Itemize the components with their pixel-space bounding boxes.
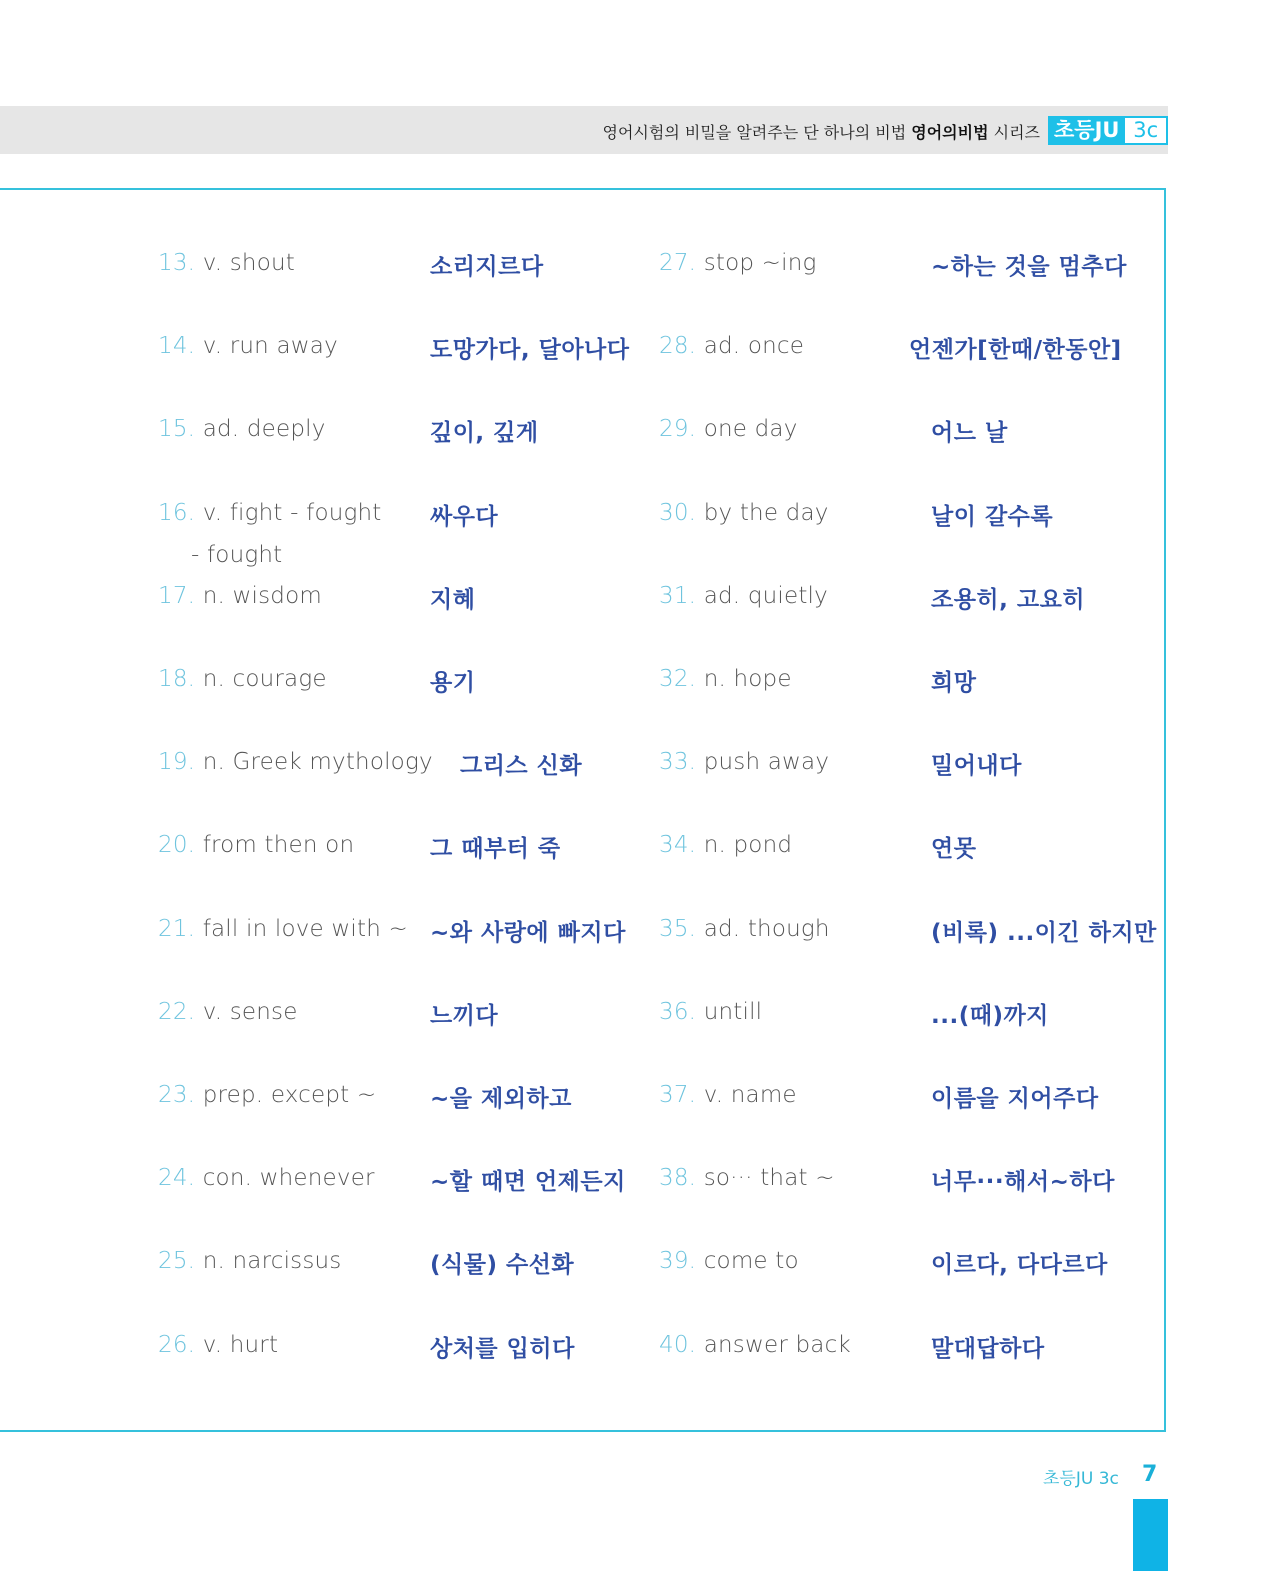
vocab-english: [659, 666, 792, 692]
vocab-number: 31.: [659, 582, 697, 609]
vocab-korean: 지혜: [430, 586, 476, 613]
vocab-korean: 밀어내다: [931, 753, 1022, 780]
vocab-number: 28.: [659, 333, 697, 360]
vocab-term: n. pond: [703, 832, 793, 859]
vocab-english: [158, 916, 408, 942]
vocab-english: [659, 250, 817, 276]
vocab-english: [158, 749, 433, 775]
vocab-term: untill: [703, 998, 763, 1025]
vocab-term: fall in love with ~: [202, 915, 408, 942]
vocab-number: 17.: [158, 582, 196, 609]
vocab-english: [659, 999, 762, 1025]
vocab-number: 36.: [659, 998, 697, 1025]
vocab-korean: 연못: [931, 836, 977, 863]
vocab-number: 25.: [158, 1248, 196, 1275]
vocab-korean: (비록) ...이긴 하지만: [931, 919, 1157, 946]
vocab-english: [158, 1082, 376, 1108]
vocab-korean: 날이 갈수록: [931, 503, 1054, 530]
vocab-term: come to: [703, 1248, 799, 1275]
vocab-english: [659, 416, 798, 442]
vocab-korean: 그 때부터 죽: [430, 836, 561, 863]
vocab-english: [158, 1165, 375, 1191]
vocab-term: n. hope: [703, 666, 792, 692]
vocab-number: 18.: [158, 666, 196, 692]
vocab-term: n. Greek mythology: [202, 749, 433, 776]
vocab-korean: ~을 제외하고: [430, 1086, 572, 1112]
vocab-english: [158, 832, 354, 858]
vocab-english: [659, 1248, 799, 1274]
vocab-korean: ~하는 것을 멈추다: [931, 254, 1127, 280]
page-tab: [1133, 1499, 1168, 1571]
vocab-korean: 그리스 신화: [460, 753, 583, 780]
vocab-term: answer back: [703, 1331, 851, 1358]
series-suffix: 시리즈: [993, 123, 1040, 142]
vocab-term: prep. except ~: [202, 1082, 377, 1108]
vocab-english: [158, 583, 322, 609]
vocab-english: [158, 666, 327, 692]
vocab-term: push away: [703, 749, 830, 776]
vocab-term: ad. once: [703, 333, 805, 360]
vocab-number: 29.: [659, 416, 697, 443]
vocab-term: n. narcissus: [202, 1248, 342, 1275]
vocab-english: [158, 416, 326, 442]
vocab-term: one day: [703, 416, 798, 443]
vocab-korean: 말대답하다: [931, 1335, 1045, 1362]
vocab-korean: ~와 사랑에 빠지다: [430, 919, 626, 946]
vocab-term: ad. though: [703, 915, 830, 942]
series-prefix: 영어시험의 비밀을 알려주는 단 하나의 비법: [602, 123, 907, 142]
vocab-english: [158, 250, 295, 276]
vocab-english: [158, 333, 338, 359]
brand-logo: [1048, 116, 1168, 145]
vocab-english: [158, 999, 298, 1025]
vocab-korean: 희망: [931, 670, 977, 696]
vocab-english: [659, 500, 829, 526]
vocab-english: [659, 333, 804, 359]
footer-label: 초등JU 3c: [1043, 1469, 1119, 1489]
vocab-number: 33.: [659, 749, 697, 776]
vocab-korean: (식물) 수선화: [430, 1252, 575, 1279]
vocab-english: [158, 1332, 278, 1358]
vocab-korean: ...(때)까지: [931, 1002, 1049, 1029]
vocab-term: ad. deeply: [202, 416, 326, 443]
vocab-term: stop ~ing: [703, 250, 817, 276]
vocab-number: 19.: [158, 749, 196, 776]
vocab-english: [158, 1248, 342, 1274]
vocab-korean: 상처를 입히다: [430, 1335, 575, 1362]
vocab-number: 20.: [158, 832, 196, 859]
vocab-term: n. wisdom: [202, 582, 322, 609]
vocab-number: 23.: [158, 1082, 196, 1108]
vocab-term: con. whenever: [202, 1165, 375, 1192]
vocab-english: [659, 916, 830, 942]
vocab-term-continued: - fought: [191, 541, 283, 568]
vocab-korean: 도망가다, 달아나다: [430, 337, 630, 364]
vocab-term: v. sense: [202, 998, 298, 1025]
vocab-number: 27.: [659, 250, 697, 276]
vocab-number: 34.: [659, 832, 697, 859]
vocab-number: 38.: [659, 1165, 697, 1192]
vocab-number: 14.: [158, 333, 196, 360]
vocab-korean: 싸우다: [430, 503, 499, 530]
vocab-english: [659, 749, 829, 775]
vocab-number: 21.: [158, 915, 196, 942]
vocab-number: 13.: [158, 250, 196, 276]
vocab-term: ad. quietly: [703, 582, 828, 609]
vocab-number: 30.: [659, 499, 697, 526]
vocab-korean: ~할 때면 언제든지: [430, 1169, 626, 1196]
vocab-number: 39.: [659, 1248, 697, 1275]
vocab-english: [659, 832, 792, 858]
vocab-korean: 느끼다: [430, 1002, 499, 1029]
vocab-korean: 소리지르다: [430, 254, 544, 280]
brand-name: 초등JU: [1048, 116, 1125, 145]
vocab-english: [659, 1082, 797, 1108]
vocab-number: 37.: [659, 1082, 697, 1108]
vocab-korean: 깊이, 깊게: [430, 420, 539, 447]
vocab-korean: 이르다, 다다르다: [931, 1252, 1108, 1279]
vocab-number: 26.: [158, 1331, 196, 1358]
vocab-term: v. shout: [202, 250, 295, 276]
brand-level: 3c: [1125, 116, 1168, 145]
vocab-number: 16.: [158, 499, 196, 526]
vocab-english: [659, 1332, 851, 1358]
page-number: 7: [1142, 1462, 1158, 1487]
vocab-term: by the day: [703, 499, 829, 526]
vocab-english: [659, 1165, 835, 1191]
series-name: 영어의비법: [911, 123, 989, 142]
content-frame: [0, 188, 1166, 1432]
vocab-korean: 너무···해서~하다: [931, 1169, 1115, 1196]
vocab-korean: 어느 날: [931, 420, 1008, 447]
vocab-term: from then on: [202, 832, 355, 859]
vocab-korean: 조용히, 고요히: [931, 586, 1086, 613]
vocab-number: 24.: [158, 1165, 196, 1192]
vocab-number: 32.: [659, 666, 697, 692]
vocab-english: [158, 500, 382, 526]
vocab-term: v. hurt: [202, 1331, 279, 1358]
vocab-number: 15.: [158, 416, 196, 443]
series-tagline: [603, 120, 1040, 143]
vocab-term: n. courage: [202, 666, 327, 692]
vocab-term: v. fight - fought: [202, 499, 382, 526]
vocab-term: v. run away: [202, 333, 338, 360]
vocab-number: 40.: [659, 1331, 697, 1358]
vocab-korean: 이름을 지어주다: [931, 1086, 1099, 1112]
vocab-english: [659, 583, 828, 609]
vocab-korean: 언젠가[한때/한동안]: [909, 337, 1122, 364]
vocab-term: v. name: [703, 1082, 797, 1108]
vocab-korean: 용기: [430, 670, 476, 696]
vocab-number: 22.: [158, 998, 196, 1025]
vocab-term: so··· that ~: [703, 1165, 835, 1192]
vocab-number: 35.: [659, 915, 697, 942]
